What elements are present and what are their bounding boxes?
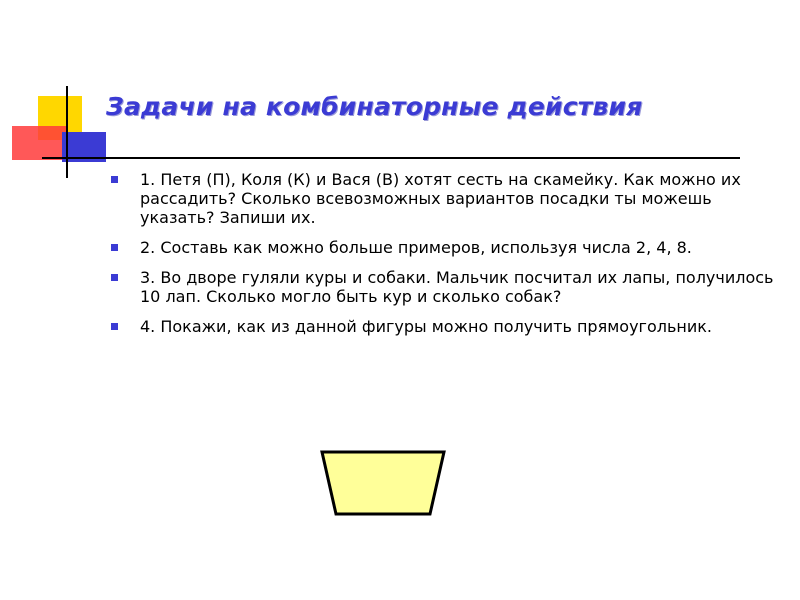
task-item-3 <box>140 268 780 306</box>
trapezoid-shape <box>322 452 444 514</box>
slide-title: Задачи на комбинаторные действия <box>106 92 643 121</box>
bullet-icon <box>111 176 118 183</box>
task-text: 4. Покажи, как из данной фигуры можно получить прямоугольник. <box>140 317 712 336</box>
decor-red-square <box>12 126 68 160</box>
task-item-4 <box>140 317 780 336</box>
task-text: 3. Во дворе гуляли куры и собаки. Мальчик посчитал их лапы, получилось 10 лап. Сколько могло быть кур и сколько собак? <box>140 268 774 306</box>
bullet-icon <box>111 274 118 281</box>
decor-horizontal-line <box>42 157 92 159</box>
title-underline <box>92 157 740 159</box>
bullet-icon <box>111 244 118 251</box>
task-item-2 <box>140 238 780 257</box>
task-list <box>140 170 780 347</box>
bullet-icon <box>111 323 118 330</box>
task-text: 1. Петя (П), Коля (К) и Вася (В) хотят сесть на скамейку. Как можно их рассадить? Сколько всевозможных вариантов посадки ты можешь указать? Запиши их. <box>140 170 741 227</box>
task-text: 2. Составь как можно больше примеров, используя числа 2, 4, 8. <box>140 238 692 257</box>
trapezoid-figure <box>318 448 448 518</box>
task-item-1 <box>140 170 780 227</box>
decor-vertical-line <box>66 86 68 178</box>
